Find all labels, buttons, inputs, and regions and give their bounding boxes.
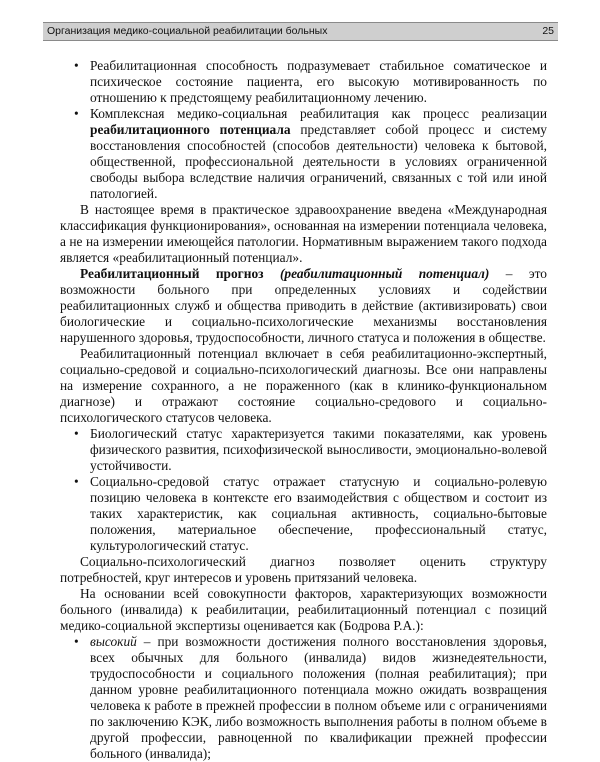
bullet-icon: •: [74, 106, 79, 121]
bold-term: Реабилитационный прогноз: [80, 266, 264, 281]
bullet-biological-status: [60, 426, 547, 474]
paragraph-rehab-potential: Реабилитационный потенциал включает в себя реабилитационно-экспертный, социально-средовой и социально-психологический диагнозы. Все они направлены на измерение сохранного, а не пораженного (как в клинико-функциональном диагнозе) и отражают состояние социально-средового и социально-психологического статусов человека.: [60, 346, 547, 425]
paragraph-text-part: – это возможности больного при определенных условиях и содействии реабилитационных служб и общества приводить в действие (активизировать) свои биологические и социально-психологические механизмы восстановления нарушенного здоровья, трудоспособности, личного статуса и положения в обществе.: [60, 266, 547, 345]
bullet-text-part: представляет собой процесс и систему восстановления способностей (способов деятельности) человека к бытовой, общественной, профессиональной деятельности в условиях ограниченной свободы выбора вследствие наличия ограничений, связанных с той или иной патологией.: [90, 122, 547, 201]
bullet-social-status: [60, 474, 547, 554]
bullet-text: Социально-средовой статус отражает статусную и социально-ролевую позицию человека в контексте его взаимодействия с обществом и состоит из таких характеристик, как социальная активность, социально-бытовые положения, материальное обеспечение, профессиональный статус, культурологический статус.: [90, 474, 547, 553]
paragraph-rehab-prognosis: [60, 266, 547, 346]
bullet-complex-rehab: [60, 106, 547, 202]
bullet-high-potential: [60, 634, 547, 762]
paragraph-icf: В настоящее время в практическое здравоохранение введена «Международная классификация функционирования», основанная на измерении потенциала человека, а не на измерении имеющейся патологии. Нормативным выражением такого подхода является «реабилитационный потенциал».: [60, 202, 547, 265]
header-title: Организация медико-социальной реабилитации больных: [47, 25, 328, 37]
bullet-text: Биологический статус характеризуется такими показателями, как уровень физического развития, психофизической выносливости, эмоционально-волевой устойчивости.: [90, 426, 547, 473]
paragraph-psych-diagnosis: Социально-психологический диагноз позволяет оценить структуру потребностей, круг интересов и уровень притязаний человека.: [60, 554, 547, 585]
bold-term: реабилитационного потенциала: [90, 122, 291, 137]
bullet-icon: •: [74, 426, 79, 441]
bullet-text-part: – при возможности достижения полного восстановления здоровья, всех обычных для больного (инвалида) видов жизнедеятельности, трудоспособности и социального положения (полная реабилитация); при данном уровне реабилитационного потенциала можно ожидать возвращения человека к работе в прежней профессии в полном объеме или с ограничениями по заключению КЭК, либо возможность выполнения работы в полном объеме в другой профессии, равноценной по квалификации прежней профессии больного (инвалида);: [90, 634, 547, 761]
italic-term: высокий: [90, 634, 137, 649]
paragraph-assessment-basis: На основании всей совокупности факторов, характеризующих возможности больного (инвалида) к реабилитации, реабилитационный потенциал с позиций медико-социальной экспертизы оценивается как (Бодрова Р.А.):: [60, 586, 547, 633]
bold-italic-term: (реабилитационный потенциал): [279, 266, 490, 281]
bullet-text-part: Комплексная медико-социальная реабилитация как процесс реализации: [90, 106, 547, 121]
bullet-text: Реабилитационная способность подразумевает стабильное соматическое и психическое состояние пациента, его высокую мотивированность по отношению к предстоящему реабилитационному лечению.: [90, 58, 547, 105]
bullet-rehab-ability: [60, 58, 547, 106]
running-header: [43, 22, 558, 41]
bullet-icon: •: [74, 58, 79, 73]
bullet-icon: •: [74, 474, 79, 489]
bullet-icon: •: [74, 634, 79, 649]
page-number: 25: [542, 25, 554, 37]
body-text: [60, 58, 547, 762]
